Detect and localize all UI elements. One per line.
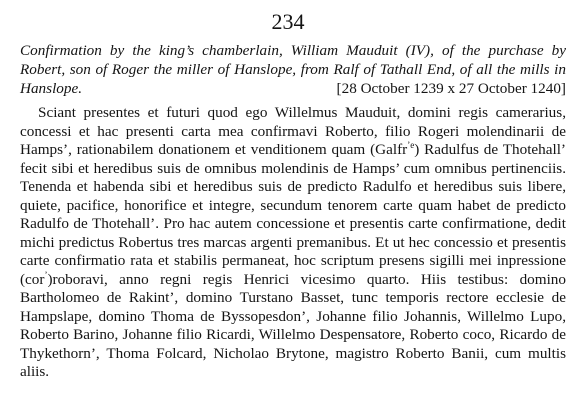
body-part-2: ) Radulfus de Thotehall’ fecit sibi et heredibus suis de omnibus molendinis de Hamps’ cum omnibus pertinenciis. Tenenda et habenda sibi et heredibus suis de predicto Radulfo et heredibus suis libere, quiete, pacifice, honorifice et integre, secundum tenorem carte quam habet de predicto Radulfo de Thotehall’. Pro hac autem concessione et presentis carte confirmatione, dedit michi predictus Robertus tres marcas argenti premanibus. Et ut hec concessio et presentis carte confirmatio rata et stabilis permaneat, hoc scriptum presens sigilli mei inpressione (cor: [20, 141, 566, 288]
body-part-3: )roboravi, anno regni regis Henrici vicesimo quarto. Hiis testibus: domino Bartholomeo de Rakint’, domino Turstano Basset, tunc temporis rectore ecclesie de Hampslape, domino Thoma de Byssopesdon’, Johanne filio Johannis, Willelmo Lupo, Roberto Barino, Johanne filio Ricardi, Willelmo Despensatore, Roberto coco, Ricardo de Thykethorn’, Thoma Folcard, Nicholao Brytone, magistro Roberto Banii, cum multis aliis.: [20, 270, 566, 380]
heading-text: Confirmation by the king’s chamberlain, William Mauduit (IV), of the purchase by Robert, son of Roger the miller of Hanslope, from Ralf of Tathall End, of all the mills in Hanslope.: [20, 42, 566, 97]
body-superscript-2: ’: [44, 269, 48, 280]
charter-heading: [20, 41, 566, 98]
date-range: [28 October 1239 x 27 October 1240]: [336, 80, 566, 97]
body-part-1: Sciant presentes et futuri quod ego Willelmus Mauduit, domini regis camerarius, concessi et hac presenti carta mea confirmavi Roberto, filio Rogeri molendinarii de Hamps’, rationabilem donationem et venditionem quam (Galfr: [20, 104, 566, 158]
charter-number: 234: [271, 9, 305, 34]
body-superscript-1: ’e: [407, 139, 415, 150]
charter-body: [20, 104, 566, 382]
